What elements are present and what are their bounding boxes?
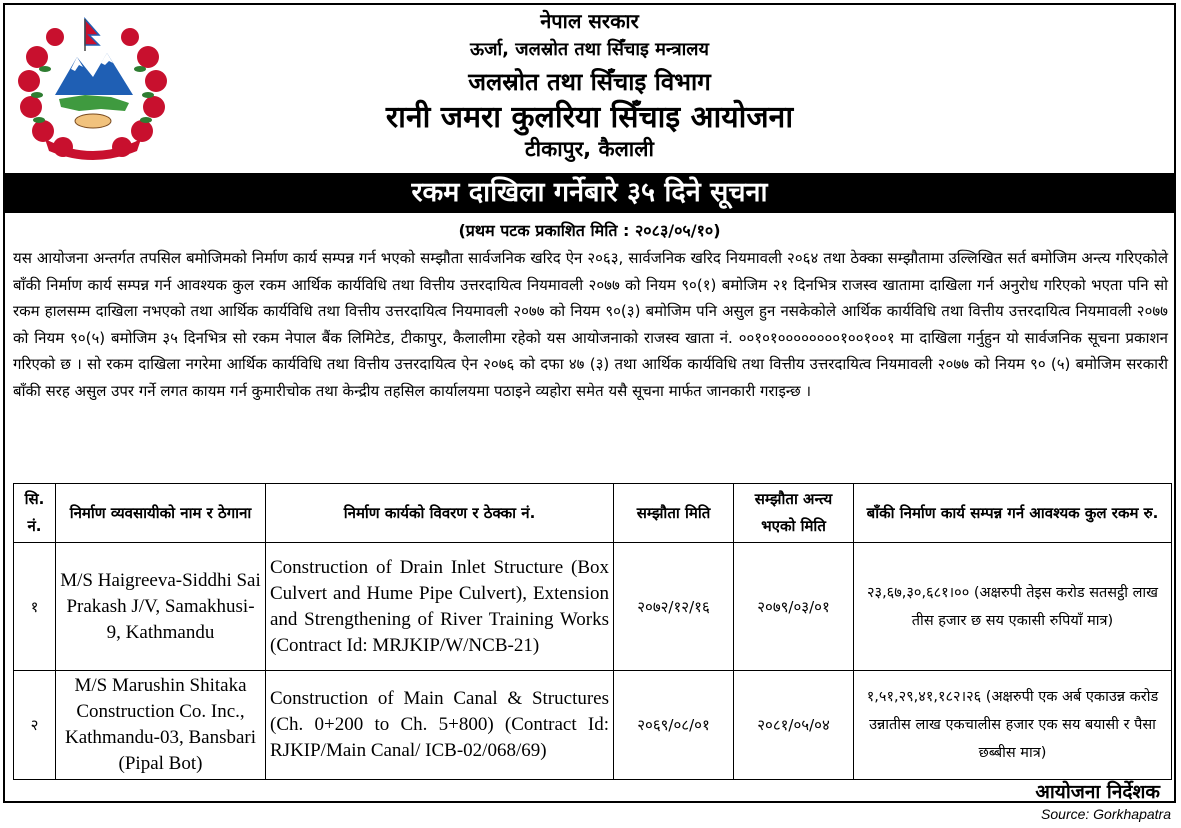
column-header-contractor: निर्माण व्यवसायीको नाम र ठेगाना <box>56 484 266 543</box>
row-contractor: M/S Haigreeva-Siddhi Sai Prakash J/V, Samakhusi-9, Kathmandu <box>56 543 266 671</box>
department-name: जलस्रोत तथा सिँचाइ विभाग <box>468 68 711 96</box>
publication-date: (प्रथम पटक प्रकाशित मिति : २०८३/०५/१०) <box>458 221 721 240</box>
table-row <box>14 671 1172 780</box>
row-amount: २३,६७,३०,६८१।०० (अक्षरुपी तेइस करोड सतसट्ठी लाख तीस हजार छ सय एकासी रुपियाँ मात्र) <box>854 543 1172 671</box>
row-agreement-date: २०७२/१२/१६ <box>614 543 734 671</box>
source-credit: Source: Gorkhapatra <box>1041 806 1171 822</box>
government-name: नेपाल सरकार <box>540 9 639 33</box>
notice-header <box>5 5 1174 168</box>
row-agreement-date: २०६९/०८/०१ <box>614 671 734 780</box>
works-table <box>13 483 1172 780</box>
project-name: रानी जमरा कुलरिया सिँचाइ आयोजना <box>385 100 794 135</box>
notice-body: यस आयोजना अन्तर्गत तपसिल बमोजिमको निर्माण कार्य सम्पन्न गर्न भएको सम्झौता सार्वजनिक खरिद ऐन २०६३, सार्वजनिक खरिद नियमावली २०६४ तथा ठेक्का सम्झौतामा उल्लिखित सर्त बमोजिम अन्त्य गरिएकोले बाँकी निर्माण कार्य सम्पन्न गर्न आवश्यक कुल रकम आर्थिक कार्यविधि तथा वित्तीय उत्तरदायित्व नियमावली २०७७ को नियम ९०(१) बमोजिम २१ दिनभित्र राजस्व खातामा दाखिला गर्न अनुरोध गरिएको भएता पनि सो रकम हालसम्म दाखिला नभएको तथा आर्थिक कार्यविधि तथा वित्तीय उत्तरदायित्व नियमावली २०७७ को नियम ९०(३) बमोजिम पनि असुल हुन नसकेकोले आर्थिक कार्यविधि तथा वित्तीय उत्तरदायित्व नियमावली २०७७ को नियम ९०(५) बमोजिम ३५ दिनभित्र सो रकम नेपाल बैंक लिमिटेड, टीकापुर, कैलालीमा रहेको यस आयोजनाको राजस्व खाता नं. ००१०१००००००००१००१००१ मा दाखिला गर्नुहुन यो सार्वजनिक सूचना प्रकाशन गरिएको छ । सो रकम दाखिला नगरेमा आर्थिक कार्यविधि तथा वित्तीय उत्तरदायित्व ऐन २०७६ को दफा ४७ (३) तथा आर्थिक कार्यविधि तथा वित्तीय उत्तरदायित्व नियमावली २०७७ को नियम ९० (५) बमोजिम सरकारी बाँकी सरह असुल उपर गर्ने लगत कायम गर्न कुमारीचोक तथा केन्द्रीय तहसिल कार्यालयमा पठाइने व्यहोरा समेत यसै सूचना मार्फत जानकारी गराइन्छ । <box>13 249 1168 400</box>
row-amount: १,५१,२९,४१,१८२।२६ (अक्षरुपी एक अर्ब एकाउन्न करोड उन्नातीस लाख एकचालीस हजार एक सय बयासी र पैसा छब्बीस मात्र) <box>854 671 1172 780</box>
column-header-termination-date: सम्झौता अन्त्य भएको मिति <box>734 484 854 543</box>
column-header-agreement-date: सम्झौता मिति <box>614 484 734 543</box>
row-termination-date: २०७९/०३/०१ <box>734 543 854 671</box>
row-sn: १ <box>14 543 56 671</box>
column-header-description: निर्माण कार्यको विवरण र ठेक्का नं. <box>266 484 614 543</box>
row-description: Construction of Drain Inlet Structure (Box Culvert and Hume Pipe Culvert), Extension and Strengthening of River Training Works (Contract Id: MRJKIP/W/NCB-21) <box>266 543 614 671</box>
notice-frame <box>3 3 1176 803</box>
table-row <box>14 543 1172 671</box>
row-sn: २ <box>14 671 56 780</box>
table-header-row <box>14 484 1172 543</box>
row-termination-date: २०८१/०५/०४ <box>734 671 854 780</box>
row-contractor: M/S Marushin Shitaka Construction Co. Inc., Kathmandu-03, Bansbari (Pipal Bot) <box>56 671 266 780</box>
column-header-sn: सि. नं. <box>14 484 56 543</box>
notice-title: रकम दाखिला गर्नेबारे ३५ दिने सूचना <box>5 173 1174 213</box>
project-location: टीकापुर, कैलाली <box>525 137 654 161</box>
ministry-name: ऊर्जा, जलस्रोत तथा सिँचाइ मन्त्रालय <box>470 39 709 60</box>
signatory-title: आयोजना निर्देशक <box>1035 781 1160 803</box>
column-header-amount: बाँकी निर्माण कार्य सम्पन्न गर्न आवश्यक कुल रकम रु. <box>854 484 1172 543</box>
row-description: Construction of Main Canal & Structures (Ch. 0+200 to Ch. 5+800) (Contract Id: RJKIP/Main Canal/ ICB-02/068/69) <box>266 671 614 780</box>
